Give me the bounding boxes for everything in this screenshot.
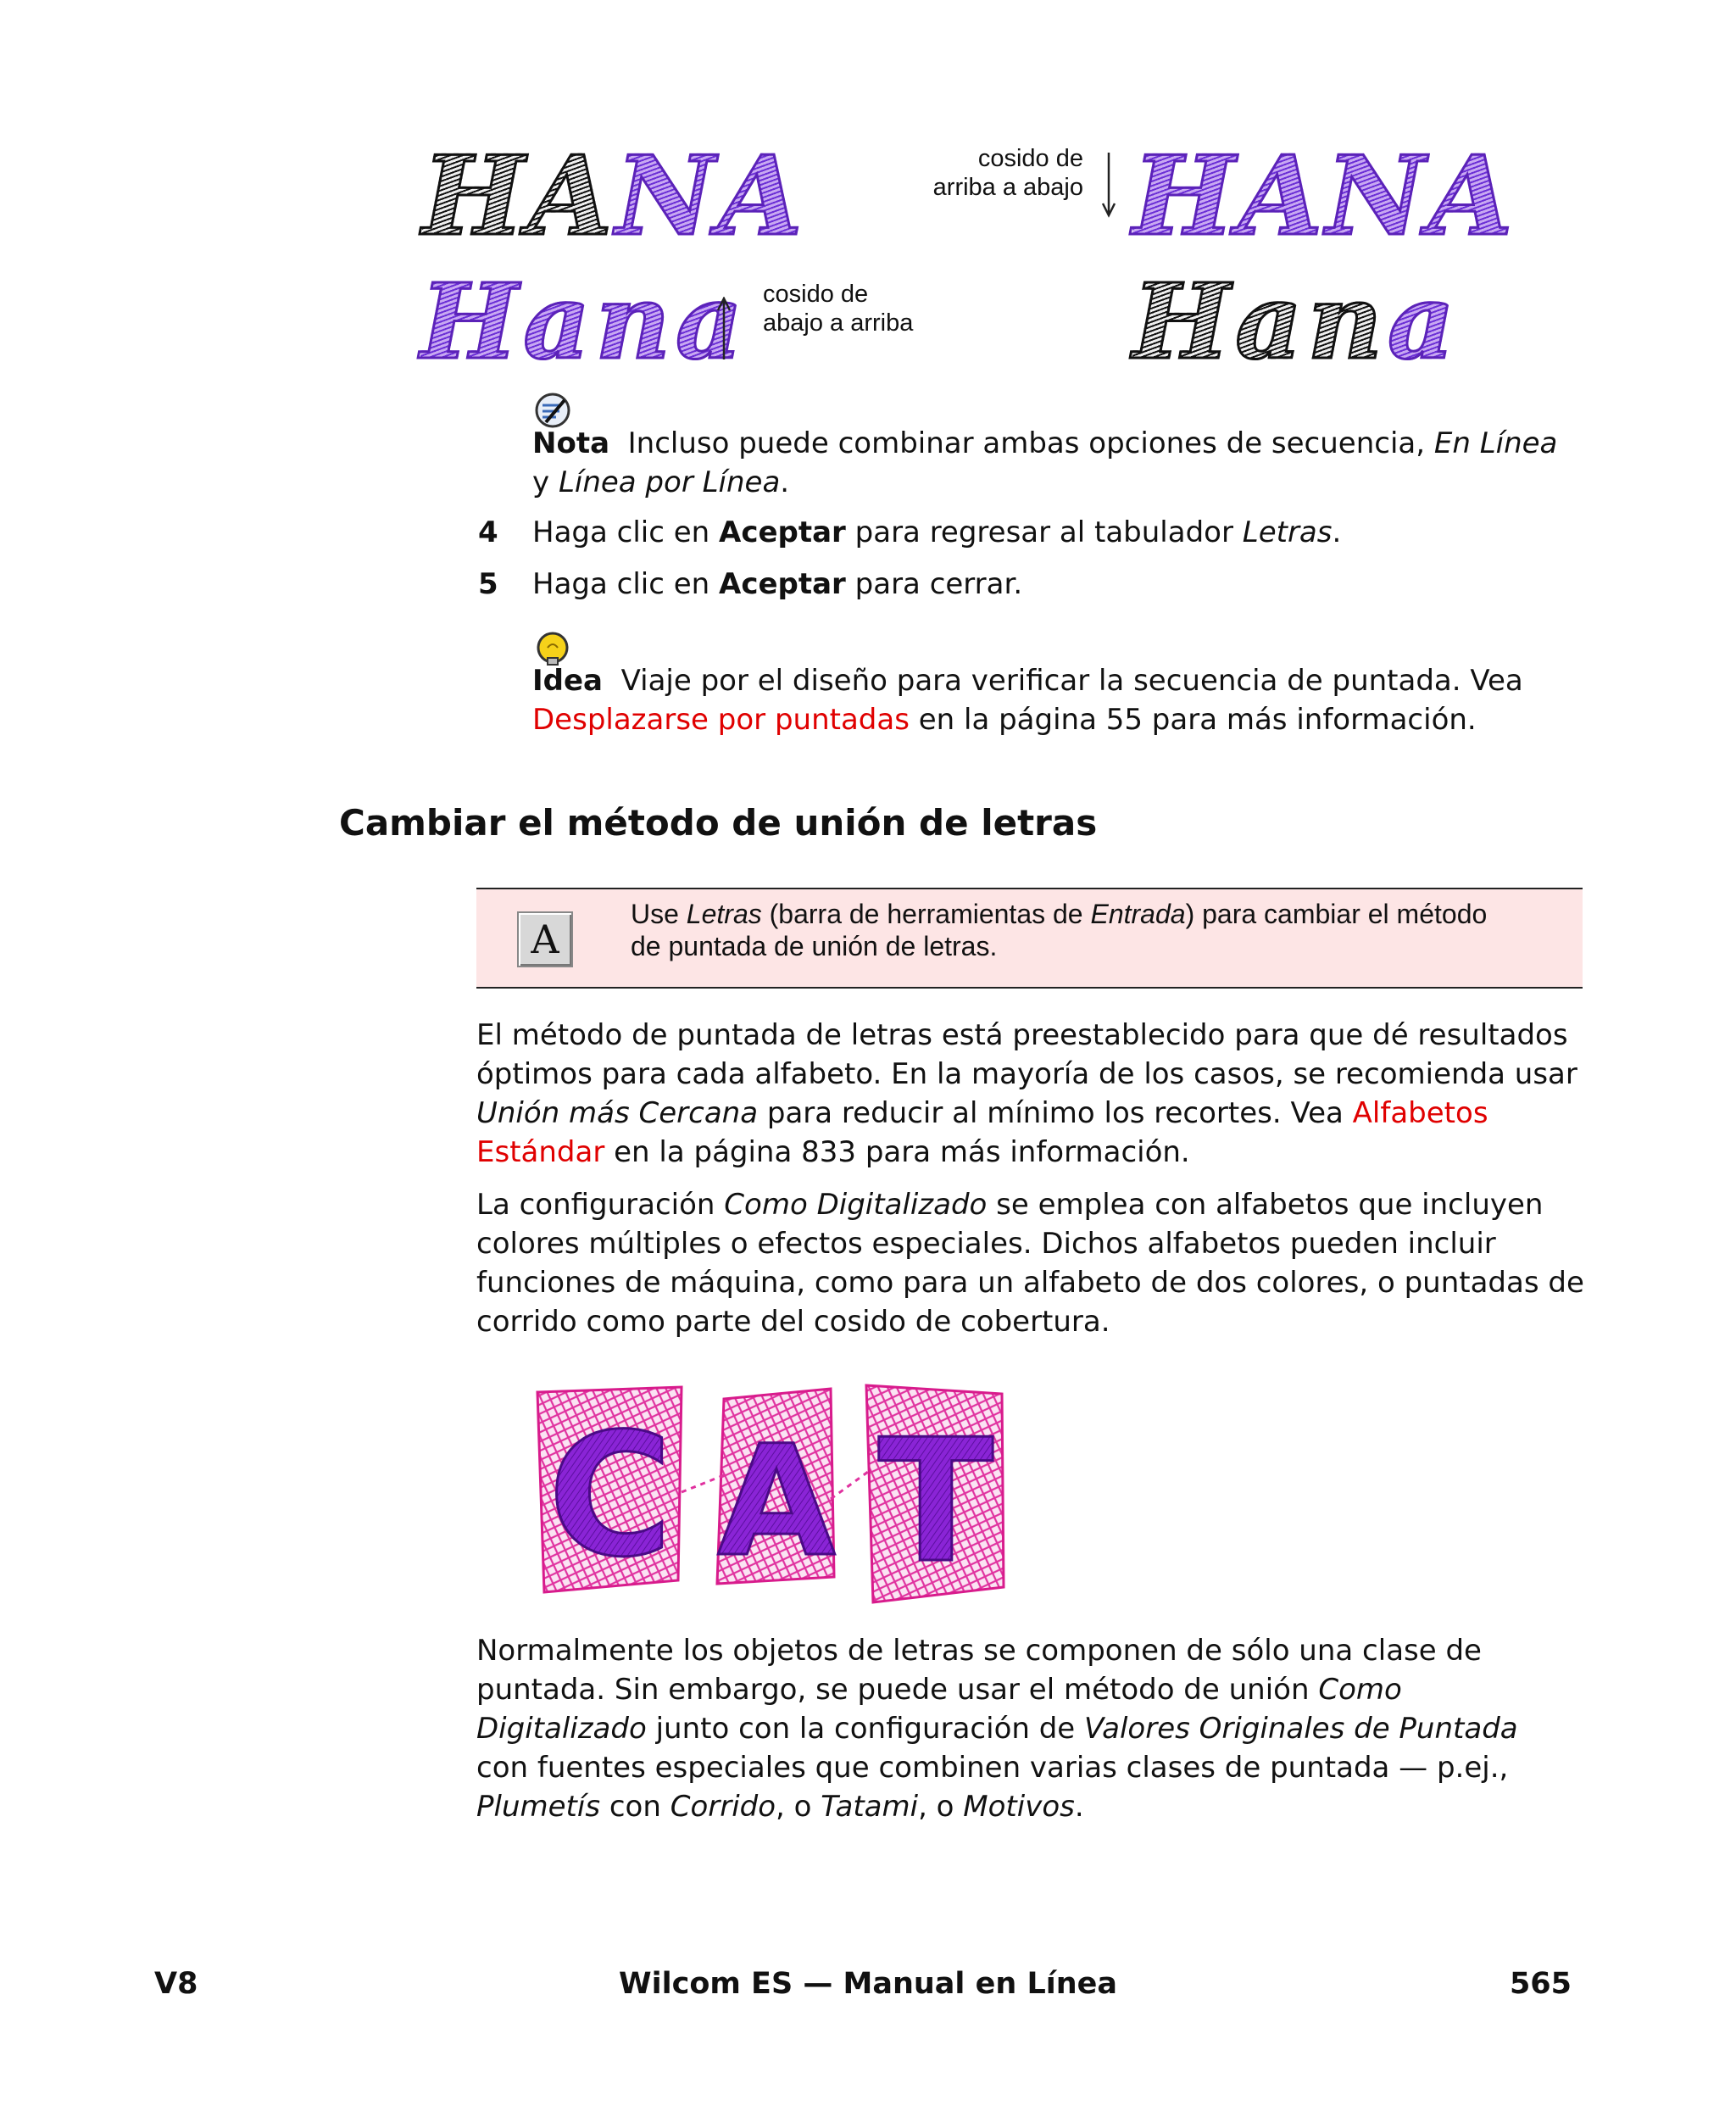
hana-lower-mixed: Hana: [1132, 260, 1461, 382]
label-bottom-up-line2: abajo a arriba: [763, 309, 914, 337]
arrow-up-icon: [714, 297, 734, 361]
note-text-2: y: [532, 465, 550, 499]
arrow-down-icon: [1099, 151, 1119, 219]
toolbar-note-italic-1: Letras: [686, 899, 762, 929]
label-top-down: [922, 144, 1083, 202]
note-text-3: .: [780, 465, 790, 499]
step-text: Haga clic en: [532, 515, 710, 549]
step-text: .: [1332, 515, 1342, 549]
label-bottom-up: [763, 280, 913, 337]
para-1-italic: Unión más Cercana: [476, 1096, 759, 1130]
toolbar-note-mid: (barra de herramientas de: [769, 899, 1083, 929]
toolbar-note-line2: de puntada de unión de letras.: [631, 931, 998, 961]
para-2-line4: corrido como parte del cosido de cobertura.: [476, 1305, 1110, 1339]
letras-tool-button[interactable]: A: [517, 911, 573, 967]
label-top-down-line2: arriba a abajo: [932, 174, 1083, 201]
para-3-l3-mid: junto con la configuración de: [655, 1712, 1076, 1746]
tip-text-1: Viaje por el diseño para verificar la secuencia de puntada. Vea: [620, 664, 1523, 698]
para-3-l3-italic-1: Digitalizado: [476, 1712, 647, 1746]
para-3-l2-pre: puntada. Sin embargo, se puede usar el método de unión: [476, 1673, 1310, 1707]
para-3-plumetis: Plumetís: [476, 1790, 601, 1824]
para-1-text: para reducir al mínimo los recortes. Vea: [766, 1096, 1344, 1130]
note-italic-1: En Línea: [1433, 426, 1558, 460]
note-italic-2: Línea por Línea: [558, 465, 781, 499]
para-3-text: con: [609, 1790, 661, 1824]
cat-letter-t: T: [877, 1403, 994, 1601]
hana-upper-mixed: HANA: [422, 133, 806, 260]
estandar-link[interactable]: Estándar: [476, 1135, 605, 1169]
para-2-line2: colores múltiples o efectos especiales. Dichos alfabetos pueden incluir: [476, 1227, 1496, 1261]
section-heading: Cambiar el método de unión de letras: [339, 802, 1098, 844]
alfabetos-link[interactable]: Alfabetos: [1352, 1096, 1488, 1130]
para-2-post: se emplea con alfabetos que incluyen: [996, 1188, 1544, 1222]
para-3-motivos: Motivos: [963, 1790, 1075, 1824]
note-block: [532, 424, 1592, 502]
paragraph-1: [476, 1016, 1595, 1172]
para-1-line1: El método de puntada de letras está preestablecido para que dé resultados: [476, 1018, 1568, 1052]
para-3-text: , o: [776, 1790, 812, 1824]
tip-title: Idea: [532, 664, 603, 698]
note-title: Nota: [532, 426, 610, 460]
step-text: para regresar al tabulador: [854, 515, 1233, 549]
step-italic: Letras: [1242, 515, 1333, 549]
aceptar-label: Aceptar: [719, 567, 846, 601]
desplazarse-link[interactable]: Desplazarse por puntadas: [532, 703, 910, 737]
para-2-pre: La configuración: [476, 1188, 715, 1222]
para-3-l3-italic-2: Valores Originales de Puntada: [1084, 1712, 1518, 1746]
hana-lower-purple: Hana: [420, 260, 748, 382]
aceptar-label: Aceptar: [719, 515, 846, 549]
para-3-text: .: [1074, 1790, 1084, 1824]
footer-title: Wilcom ES — Manual en Línea: [618, 1967, 1118, 2001]
cat-letter-a: A: [717, 1413, 836, 1591]
label-bottom-up-line1: cosido de: [763, 281, 869, 308]
cat-stitch-figure: [532, 1380, 1007, 1609]
label-top-down-line1: cosido de: [977, 145, 1083, 172]
cat-letter-c: C: [548, 1397, 673, 1595]
toolbar-note-box: [476, 888, 1583, 989]
tip-text-2: en la página 55 para más información.: [918, 703, 1477, 737]
para-1-end: en la página 833 para más información.: [614, 1135, 1190, 1169]
note-text-1: Incluso puede combinar ambas opciones de secuencia,: [627, 426, 1426, 460]
para-3-text: , o: [918, 1790, 954, 1824]
para-2-line3: funciones de máquina, como para un alfabeto de dos colores, o puntadas de: [476, 1266, 1584, 1300]
step-text: Haga clic en: [532, 567, 710, 601]
para-3-line4: con fuentes especiales que combinen varias clases de puntada — p.ej.,: [476, 1751, 1509, 1785]
para-3-tatami: Tatami: [821, 1790, 919, 1824]
para-2-italic: Como Digitalizado: [724, 1188, 988, 1222]
footer-version: V8: [154, 1967, 198, 2001]
toolbar-note-pre: Use: [631, 899, 679, 929]
footer-page-number: 565: [1509, 1967, 1572, 2001]
para-3-line1: Normalmente los objetos de letras se componen de sólo una clase de: [476, 1634, 1482, 1668]
paragraph-2: [476, 1185, 1595, 1341]
step-number: 5: [478, 567, 498, 601]
step-text: para cerrar.: [854, 567, 1023, 601]
para-3-corrido: Corrido: [670, 1790, 776, 1824]
step-number: 4: [478, 515, 498, 549]
para-3-l2-italic: Como: [1318, 1673, 1402, 1707]
toolbar-note-post: ) para cambiar el método: [1185, 899, 1488, 929]
para-1-line2: óptimos para cada alfabeto. En la mayoría de los casos, se recomienda usar: [476, 1057, 1577, 1091]
toolbar-note-text: [631, 898, 1563, 962]
toolbar-note-italic-2: Entrada: [1090, 899, 1186, 929]
tip-block: [532, 661, 1592, 739]
hana-upper-purple: HANA: [1132, 133, 1516, 260]
paragraph-3: [476, 1631, 1595, 1826]
